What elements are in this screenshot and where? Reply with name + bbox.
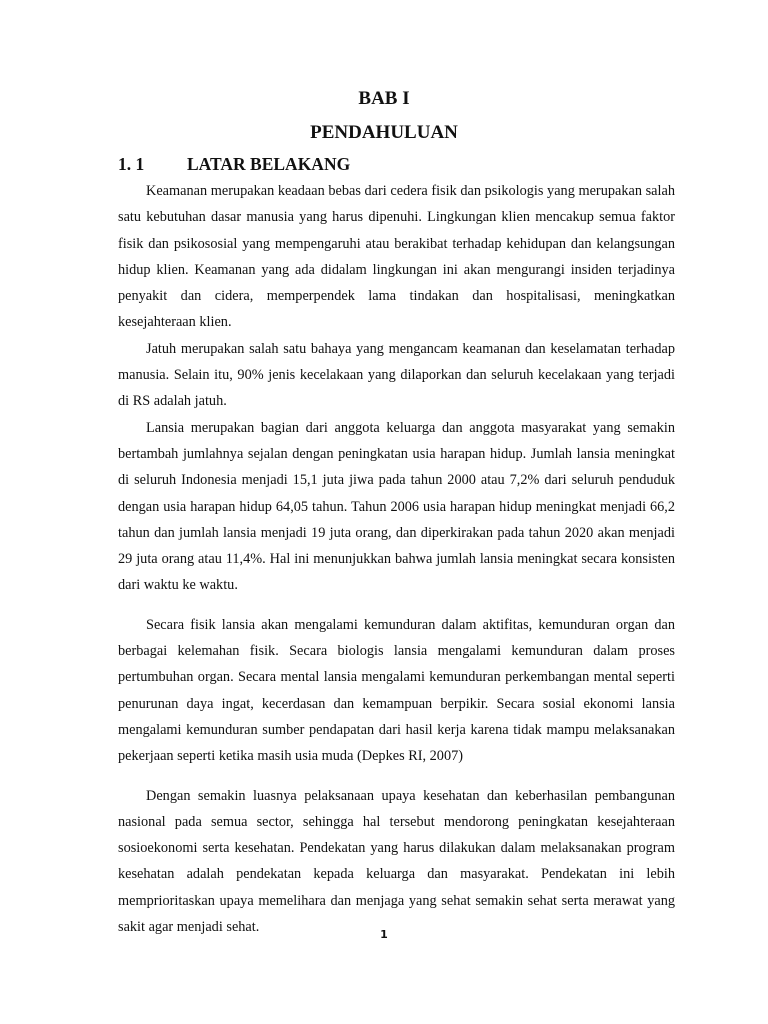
- paragraph: Keamanan merupakan keadaan bebas dari cedera fisik dan psikologis yang merupakan salah satu kebutuhan dasar manusia yang harus dipenuhi. Lingkungan klien mencakup semua faktor fisik dan psikososial yang mempengaruhi atau berakibat terhadap kehidupan dan kelangsungan hidup klien. Keamanan yang ada didalam lingkungan ini akan mengurangi insiden terjadinya penyakit dan cidera, memperpendek lama tindakan dan hospitalisasi, meningkatkan kesejahteraan klien.: [118, 183, 675, 331]
- chapter-title: PENDAHULUAN: [310, 122, 458, 143]
- section-number: 1. 1: [118, 154, 145, 174]
- page-number: 1: [380, 928, 388, 941]
- paragraph: Secara fisik lansia akan mengalami kemunduran dalam aktifitas, kemunduran organ dan berbagai kelemahan fisik. Secara biologis lansia mengalami kemunduran dalam proses pertumbuhan organ. Secara mental lansia mengalami kemunduran perkembangan mental seperti penurunan daya ingat, kecerdasan dan kemampuan berpikir. Secara sosial ekonomi lansia mengalami kemunduran sumber pendapatan dari hasil kerja karena tidak mampu melaksanakan pekerjaan seperti ketika masih usia muda (Depkes RI, 2007): [118, 616, 675, 765]
- chapter-heading: BAB I: [358, 88, 410, 109]
- body-text: [118, 178, 675, 940]
- paragraph: Jatuh merupakan salah satu bahaya yang mengancam keamanan dan keselamatan terhadap manusia. Selain itu, 90% jenis kecelakaan yang dilaporkan dan seluruh kecelakaan yang terjadi di RS adalah jatuh.: [118, 340, 675, 410]
- section-heading: [118, 154, 350, 175]
- section-title: LATAR BELAKANG: [187, 154, 351, 174]
- paragraph: Dengan semakin luasnya pelaksanaan upaya kesehatan dan keberhasilan pembangunan nasional pada semua sector, sehingga hal tersebut mendorong peningkatan kesejahteraan sosioekonomi serta kesehatan. Pendekatan yang harus dilakukan dalam melaksanakan program kesehatan adalah pendekatan kepada keluarga dan masyarakat. Pendekatan ini lebih memprioritaskan upaya memelihara dan menjaga yang sehat semakin sehat serta merawat yang sakit agar menjadi sehat.: [118, 787, 675, 936]
- paragraph: Lansia merupakan bagian dari anggota keluarga dan anggota masyarakat yang semakin bertambah jumlahnya sejalan dengan peningkatan usia harapan hidup. Jumlah lansia meningkat di seluruh Indonesia menjadi 15,1 juta jiwa pada tahun 2000 atau 7,2% dari seluruh penduduk dengan usia harapan hidup 64,05 tahun. Tahun 2006 usia harapan hidup meningkat menjadi 66,2 tahun dan jumlah lansia menjadi 19 juta orang, dan diperkirakan pada tahun 2020 akan menjadi 29 juta orang atau 11,4%. Hal ini menunjukkan bahwa jumlah lansia meningkat secara konsisten dari waktu ke waktu.: [118, 419, 675, 594]
